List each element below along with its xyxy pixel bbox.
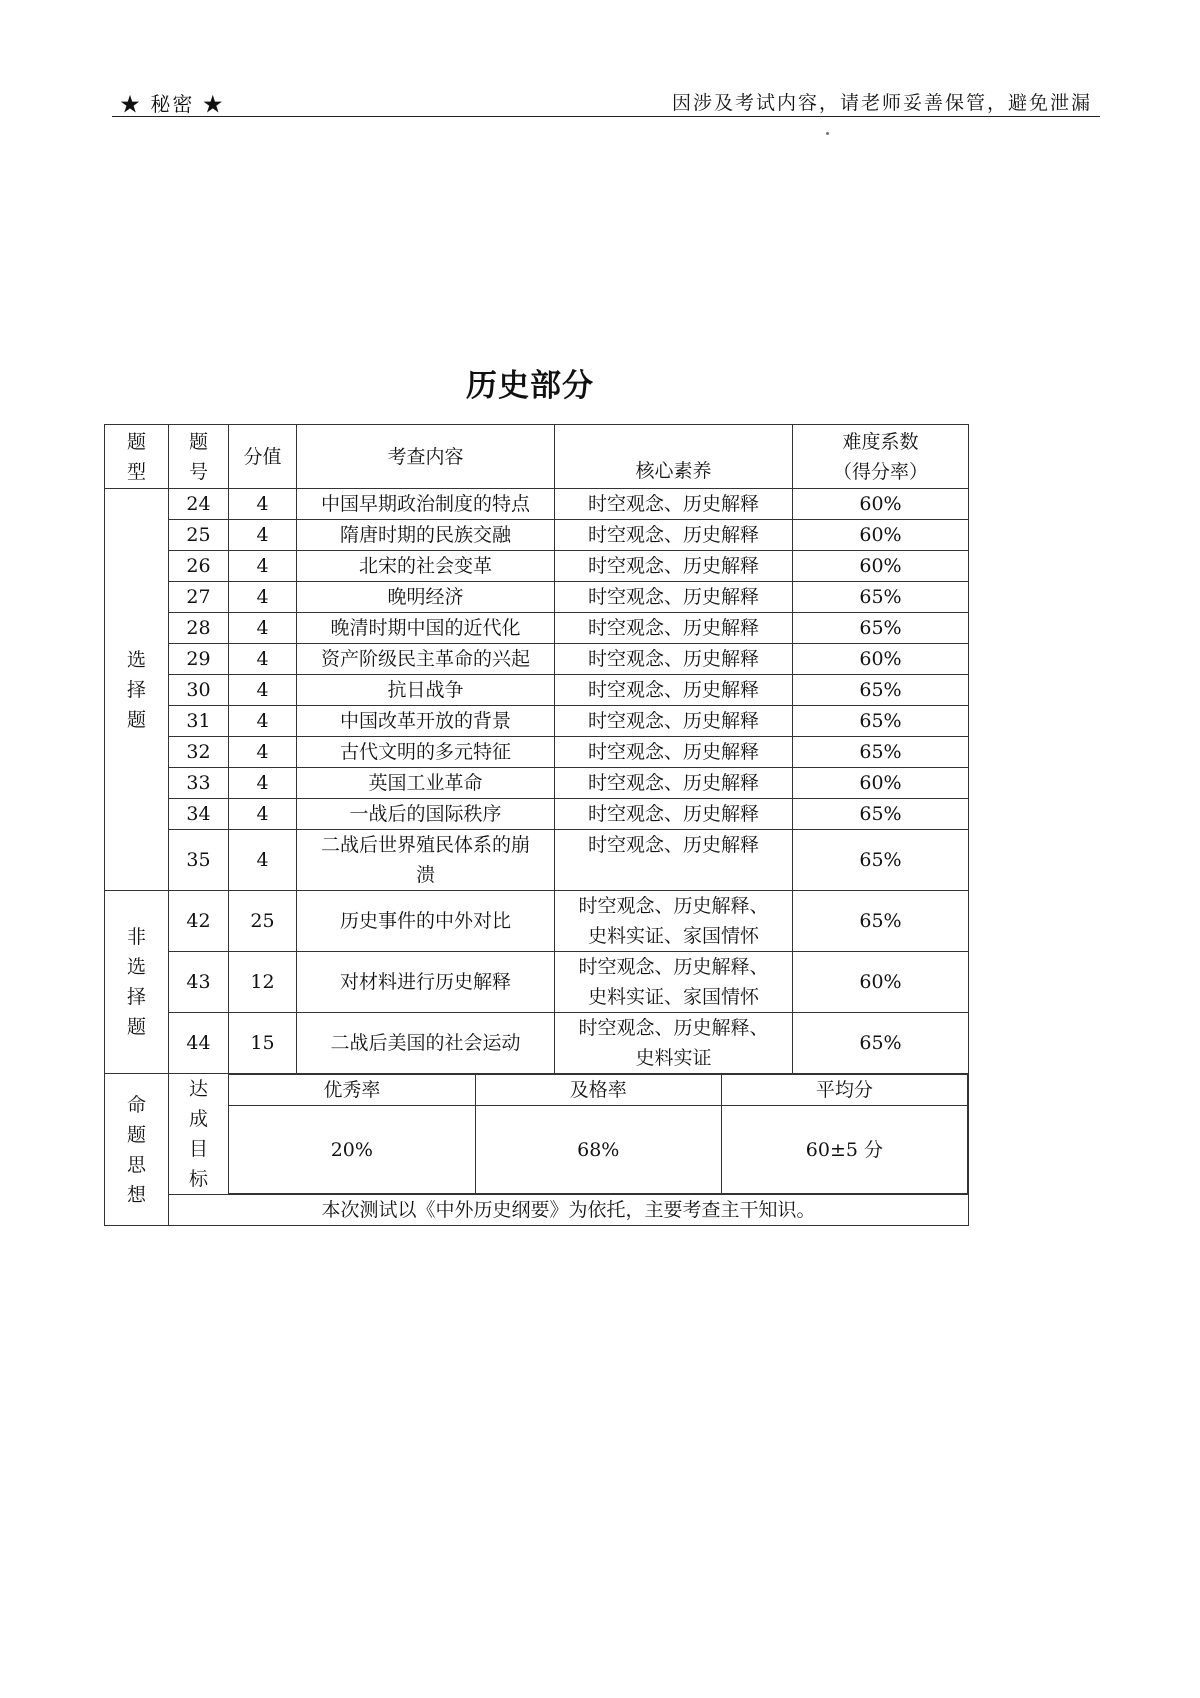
table-row (105, 768, 969, 799)
header-number: 题 号 (169, 425, 229, 489)
question-content: 对材料进行历史解释 (297, 952, 555, 1013)
question-difficulty: 65% (793, 613, 969, 644)
question-number: 24 (169, 489, 229, 520)
question-content: 英国工业革命 (297, 768, 555, 799)
question-score: 4 (229, 551, 297, 582)
question-content: 一战后的国际秩序 (297, 799, 555, 830)
question-number: 31 (169, 706, 229, 737)
question-score: 4 (229, 520, 297, 551)
page-header (112, 88, 1100, 117)
question-difficulty: 65% (793, 706, 969, 737)
header-difficulty: 难度系数 （得分率） (793, 425, 969, 489)
question-number: 27 (169, 582, 229, 613)
question-content: 历史事件的中外对比 (297, 891, 555, 952)
question-difficulty: 65% (793, 891, 969, 952)
question-number: 42 (169, 891, 229, 952)
header-content: 考查内容 (297, 425, 555, 489)
table-row (105, 1013, 969, 1074)
question-difficulty: 60% (793, 644, 969, 675)
question-content: 古代文明的多元特征 (297, 737, 555, 768)
question-score: 12 (229, 952, 297, 1013)
question-literacy: 时空观念、历史解释 (555, 737, 793, 768)
table-row (105, 952, 969, 1013)
table-row (105, 551, 969, 582)
scan-dot (826, 132, 829, 135)
question-difficulty: 65% (793, 582, 969, 613)
table-row (105, 706, 969, 737)
table-row (105, 799, 969, 830)
question-score: 4 (229, 489, 297, 520)
question-number: 44 (169, 1013, 229, 1074)
table-row (105, 675, 969, 706)
question-difficulty: 65% (793, 675, 969, 706)
question-number: 35 (169, 830, 229, 891)
question-difficulty: 65% (793, 737, 969, 768)
question-number: 43 (169, 952, 229, 1013)
question-number: 32 (169, 737, 229, 768)
table-row (105, 891, 969, 952)
target-value: 68% (475, 1106, 721, 1194)
question-number: 33 (169, 768, 229, 799)
question-content: 晚明经济 (297, 582, 555, 613)
question-difficulty: 60% (793, 952, 969, 1013)
question-score: 4 (229, 644, 297, 675)
question-literacy: 时空观念、历史解释 (555, 644, 793, 675)
target-grid-cell (229, 1074, 969, 1195)
target-header: 及格率 (475, 1075, 721, 1106)
exam-spec-table (104, 424, 969, 1226)
question-difficulty: 60% (793, 551, 969, 582)
note-row (105, 1195, 969, 1226)
table-row (105, 613, 969, 644)
question-score: 4 (229, 737, 297, 768)
section-label-choice: 选 择 题 (105, 489, 169, 891)
question-literacy: 时空观念、历史解释、 史料实证、家国情怀 (555, 952, 793, 1013)
question-content: 资产阶级民主革命的兴起 (297, 644, 555, 675)
question-number: 29 (169, 644, 229, 675)
question-number: 25 (169, 520, 229, 551)
target-value-row (229, 1106, 968, 1194)
section-label-design: 命 题 思 想 (105, 1074, 169, 1226)
question-literacy: 时空观念、历史解释、 史料实证 (555, 1013, 793, 1074)
question-content: 中国早期政治制度的特点 (297, 489, 555, 520)
question-literacy: 时空观念、历史解释 (555, 830, 793, 891)
question-difficulty: 60% (793, 520, 969, 551)
question-literacy: 时空观念、历史解释 (555, 768, 793, 799)
design-note: 本次测试以《中外历史纲要》为依托，主要考查主干知识。 (169, 1195, 969, 1226)
table-row (105, 737, 969, 768)
question-score: 25 (229, 891, 297, 952)
question-literacy: 时空观念、历史解释 (555, 675, 793, 706)
question-literacy: 时空观念、历史解释 (555, 799, 793, 830)
question-number: 30 (169, 675, 229, 706)
page-title: 历史部分 (466, 368, 594, 404)
confidential-mark: ★ 秘密 ★ (120, 92, 225, 116)
question-difficulty: 65% (793, 830, 969, 891)
table-row (105, 489, 969, 520)
question-score: 4 (229, 582, 297, 613)
question-number: 34 (169, 799, 229, 830)
target-value: 20% (229, 1106, 475, 1194)
question-score: 4 (229, 706, 297, 737)
header-row (105, 425, 969, 489)
table-row (105, 582, 969, 613)
question-content: 中国改革开放的背景 (297, 706, 555, 737)
confidential-notice: 因涉及考试内容，请老师妥善保管，避免泄漏 (671, 92, 1092, 114)
question-content: 晚清时期中国的近代化 (297, 613, 555, 644)
header-literacy: 核心素养 (555, 425, 793, 489)
question-content: 隋唐时期的民族交融 (297, 520, 555, 551)
question-literacy: 时空观念、历史解释 (555, 613, 793, 644)
table-row (105, 830, 969, 891)
target-value: 60±5 分 (721, 1106, 967, 1194)
target-header: 平均分 (721, 1075, 967, 1106)
question-score: 4 (229, 768, 297, 799)
table-row (105, 520, 969, 551)
question-literacy: 时空观念、历史解释 (555, 706, 793, 737)
header-type: 题 型 (105, 425, 169, 489)
question-content: 北宋的社会变革 (297, 551, 555, 582)
header-score: 分值 (229, 425, 297, 489)
question-score: 15 (229, 1013, 297, 1074)
question-score: 4 (229, 675, 297, 706)
question-literacy: 时空观念、历史解释 (555, 489, 793, 520)
question-literacy: 时空观念、历史解释 (555, 551, 793, 582)
design-target-row (105, 1074, 969, 1195)
target-header: 优秀率 (229, 1075, 475, 1106)
target-grid (229, 1074, 968, 1194)
question-number: 28 (169, 613, 229, 644)
question-number: 26 (169, 551, 229, 582)
target-label: 达 成 目 标 (169, 1074, 229, 1195)
question-content: 抗日战争 (297, 675, 555, 706)
question-difficulty: 65% (793, 1013, 969, 1074)
question-literacy: 时空观念、历史解释 (555, 582, 793, 613)
question-content: 二战后美国的社会运动 (297, 1013, 555, 1074)
question-difficulty: 60% (793, 768, 969, 799)
question-difficulty: 60% (793, 489, 969, 520)
question-score: 4 (229, 799, 297, 830)
question-content: 二战后世界殖民体系的崩 溃 (297, 830, 555, 891)
question-literacy: 时空观念、历史解释、 史料实证、家国情怀 (555, 891, 793, 952)
question-literacy: 时空观念、历史解释 (555, 520, 793, 551)
question-score: 4 (229, 830, 297, 891)
section-label-nonchoice: 非 选 择 题 (105, 891, 169, 1074)
target-header-row (229, 1075, 968, 1106)
question-score: 4 (229, 613, 297, 644)
table-row (105, 644, 969, 675)
question-difficulty: 65% (793, 799, 969, 830)
